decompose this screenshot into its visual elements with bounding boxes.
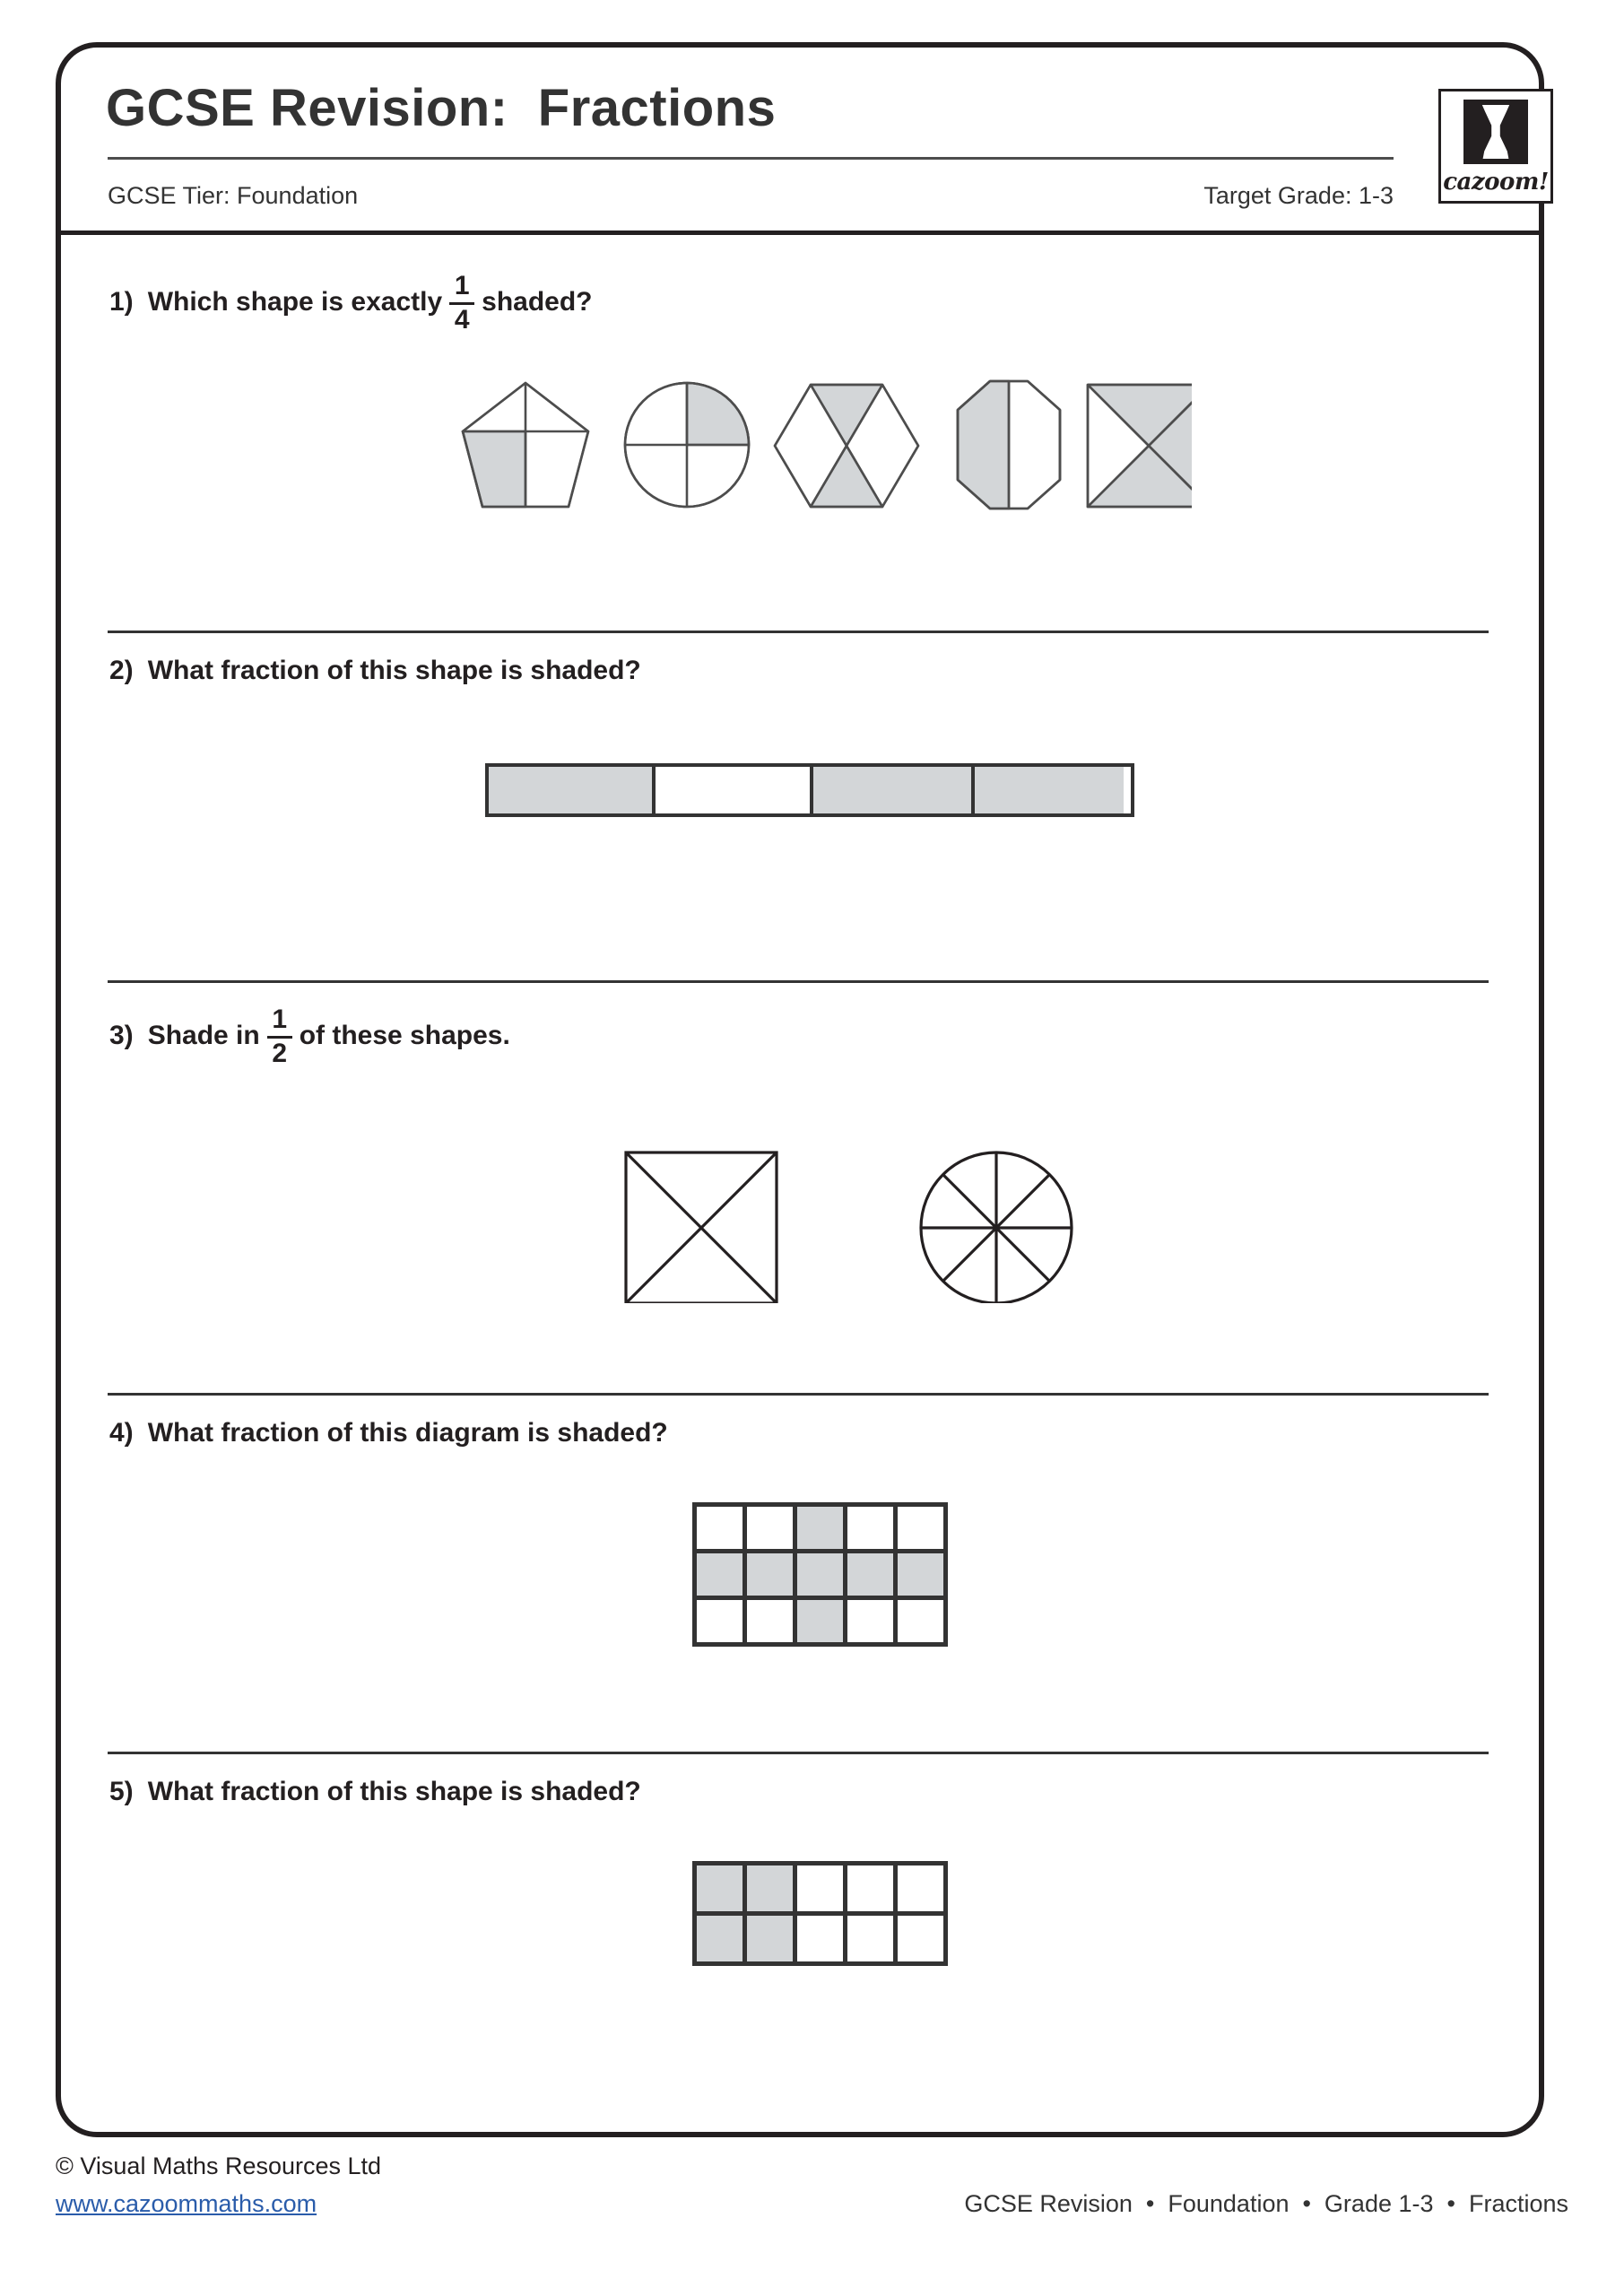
grid-cell [898,1600,948,1647]
grid-cell [747,1866,797,1916]
question-3-figure [563,1142,1119,1303]
grid-model-question-4 [692,1502,948,1647]
tier-label: GCSE Tier: Foundation [108,182,359,209]
grid-cell [747,1507,797,1553]
question-1-number: 1) [109,287,134,317]
title-divider [108,157,1394,160]
question-5-number: 5) [109,1777,134,1806]
question-3-text [109,1005,510,1066]
circle-eighths [921,1152,1072,1303]
grid-cell [898,1916,948,1966]
grid-cell [797,1916,847,1966]
square-with-diagonals [626,1152,777,1303]
header-body-divider [61,230,1539,235]
question-3-prompt-after: of these shapes. [299,1021,510,1051]
grid-cell [797,1553,847,1600]
worksheet-footer [0,2152,1624,2269]
website-link[interactable]: www.cazoommaths.com [56,2190,317,2217]
question-4-prompt: What fraction of this diagram is shaded? [147,1418,668,1448]
grid-cell [797,1507,847,1553]
question-1-prompt-after: shaded? [482,287,593,317]
grid-cell [797,1866,847,1916]
page-title: GCSE Revision: Fractions [106,79,777,137]
question-1-figure [452,372,1192,529]
question-4-divider [108,1393,1489,1396]
five-shapes-row [452,372,1192,529]
question-3-divider [108,980,1489,983]
hexagon-two-triangles-shaded [775,385,918,507]
pentagon-quarter-shaded [463,383,588,507]
question-2-prompt: What fraction of this shape is shaded? [147,656,641,685]
grid-cell [697,1507,747,1553]
fraction-numerator: 1 [454,271,470,300]
grid-cell [898,1507,948,1553]
question-5-prompt: What fraction of this shape is shaded? [147,1777,641,1806]
question-3-prompt-before: Shade in [147,1021,260,1051]
grid-cell [847,1600,898,1647]
worksheet-page [56,42,1549,2137]
bar-model-question-2 [485,763,1134,817]
question-2-number: 2) [109,656,134,685]
target-grade-label: Target Grade: 1-3 [1203,182,1394,209]
question-5-divider [108,1752,1489,1754]
grid-cell [898,1553,948,1600]
question-4-text [109,1418,668,1448]
grid-cell [697,1916,747,1966]
blank-square-and-circle [563,1142,1119,1303]
grid-cell [797,1600,847,1647]
question-5-text [109,1777,641,1807]
question-2-text [109,656,641,686]
question-1-text [109,272,593,333]
fraction-one-quarter [449,273,474,334]
bar-cell [971,767,1124,813]
grid-cell [697,1600,747,1647]
circle-quarter-shaded [625,383,749,507]
question-2-divider [108,631,1489,633]
copyright-text: © Visual Maths Resources Ltd [56,2152,382,2179]
bar-cell [652,767,810,813]
square-three-triangles-shaded [1088,385,1192,507]
grid-cell [847,1507,898,1553]
fraction-numerator: 1 [272,1004,288,1034]
grid-cell [898,1866,948,1916]
worksheet-header [61,48,1549,236]
fraction-one-half [267,1006,292,1067]
grid-cell [847,1866,898,1916]
cazoom-logo [1438,89,1553,204]
fraction-denominator: 4 [454,304,470,335]
question-4-number: 4) [109,1418,134,1448]
fraction-denominator: 2 [272,1038,288,1068]
grid-cell [847,1916,898,1966]
footer-meta-text: GCSE Revision • Foundation • Grade 1-3 • Fractions [964,2190,1568,2217]
question-1-prompt-before: Which shape is exactly [147,287,443,317]
grid-cell [697,1553,747,1600]
octagon-left-strip-shaded [958,381,1060,509]
question-3-number: 3) [109,1021,134,1051]
grid-cell [747,1600,797,1647]
cazoom-logo-text: cazoom! [1443,169,1549,196]
bar-cell [810,767,971,813]
grid-cell [747,1916,797,1966]
cazoom-drum-icon [1463,100,1528,164]
drum-glyph [1478,105,1514,159]
grid-model-question-5 [692,1861,948,1966]
bar-cell [489,767,652,813]
grid-cell [847,1553,898,1600]
grid-cell [747,1553,797,1600]
grid-cell [697,1866,747,1916]
